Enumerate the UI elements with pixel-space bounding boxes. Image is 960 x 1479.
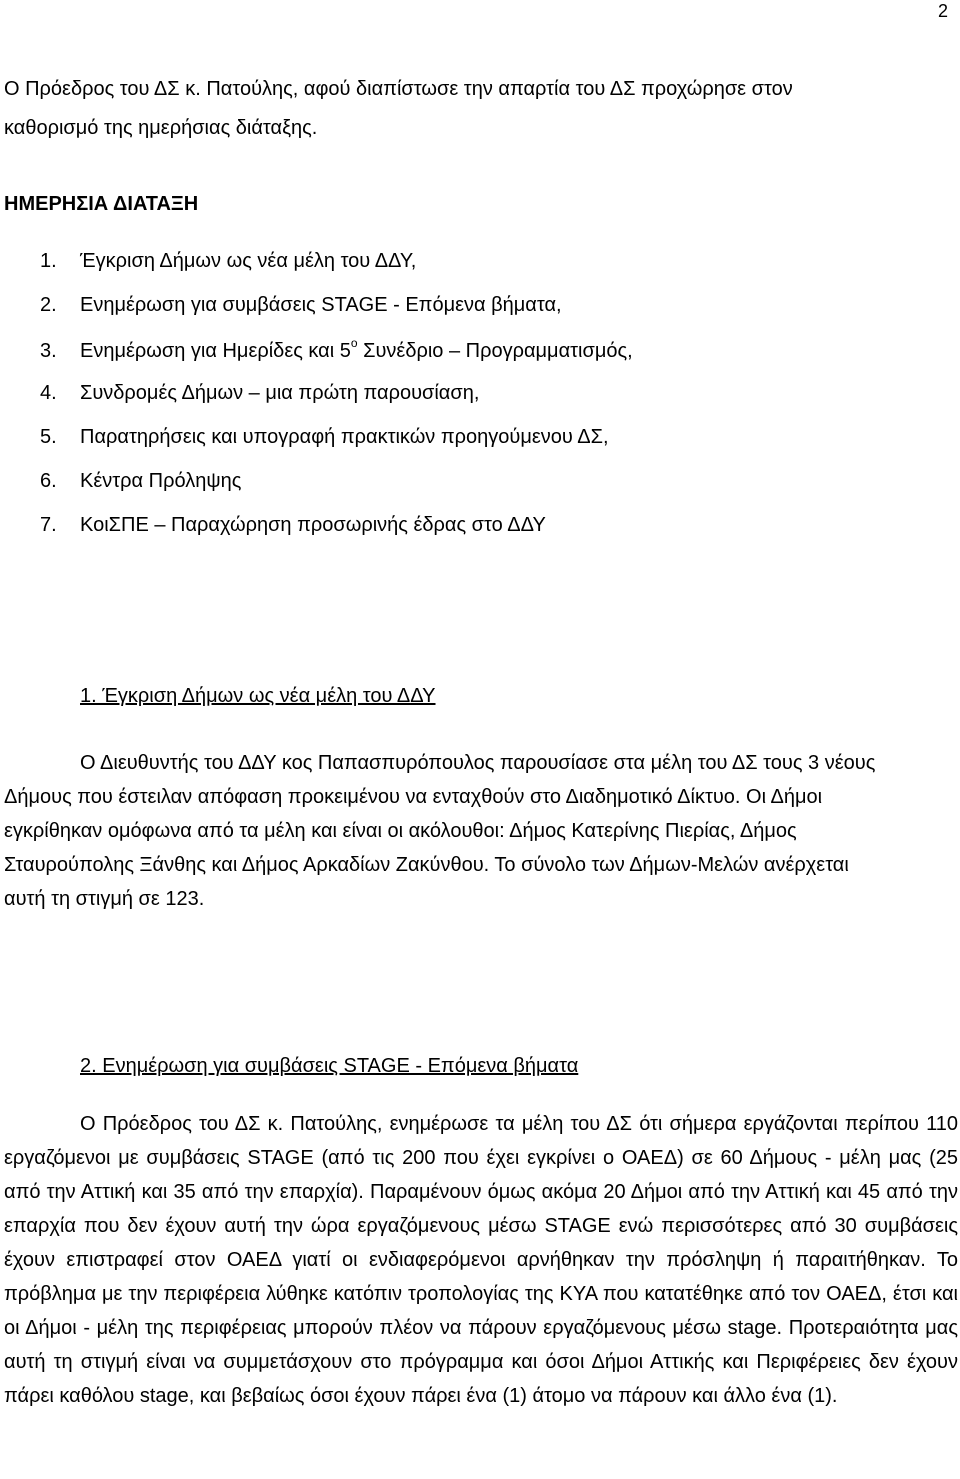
agenda-item-text: Έγκριση Δήμων ως νέα μέλη του ΔΔΥ, [80, 250, 417, 272]
agenda-item-text: Ενημέρωση για συμβάσεις STAGE - Επόμενα βήματα, [80, 294, 562, 316]
section-2-body: Ο Πρόεδρος του ΔΣ κ. Πατούλης, ενημέρωσε τα μέλη του ΔΣ ότι σήμερα εργάζονται περίπου 110 εργαζόμενοι με συμβάσεις STAGE (από τις 200 που έχει εγκρίνει ο ΟΑΕΔ) σε 60 Δήμους - μέλη μας (25 από την Αττική και 35 από την επαρχία). Παραμένουν όμως ακόμα 20 Δήμοι από την Αττική και 45 από την επαρχία που δεν έχουν αυτή την ώρα εργαζόμενους μέσω STAGE ενώ περισσότερες από 30 συμβάσεις έχουν επιστραφεί στον ΟΑΕΔ γιατί οι ενδιαφερόμενοι αρνήθηκαν την πρόσληψη ή παραιτήθηκαν. Το πρόβλημα με την περιφέρεια λύθηκε κατόπιν τροπολογίας της ΚΥΑ που κατατέθηκε από τον ΟΑΕΔ, έτσι και οι Δήμοι - μέλη της περιφέρειας μπορούν πλέον να πάρουν εργαζόμενους μέσω stage. Προτεραιότητα μας αυτή τη στιγμή είναι να συμμετάσχουν στο πρόγραμμα και όσοι Δήμοι Αττικής και Περιφέρειες δεν έχουν πάρει καθόλου stage, και βεβαίως όσοι έχουν πάρει ένα (1) άτομο να πάρουν και άλλο ένα (1). [4, 1113, 958, 1407]
section-2-title: 2. Ενημέρωση για συμβάσεις STAGE - Επόμενα βήματα [80, 1055, 579, 1077]
agenda-item-number: 7. [40, 514, 57, 536]
ordinal-superscript: ο [350, 336, 358, 350]
agenda-item [40, 380, 479, 406]
agenda-item [40, 292, 562, 318]
agenda-item-text: ΚοιΣΠΕ – Παραχώρηση προσωρινής έδρας στο ΔΔΥ [80, 514, 546, 536]
agenda-item-text-tail: Συνέδριο – Προγραμματισμός, [357, 340, 633, 362]
agenda-title: ΗΜΕΡΗΣΙΑ ΔΙΑΤΑΞΗ [4, 193, 199, 215]
agenda-item [40, 512, 546, 538]
agenda-item-number: 1. [40, 250, 57, 272]
agenda-item-text: Ενημέρωση για Ημερίδες και 5 [80, 340, 351, 362]
section-1-body: Ο Διευθυντής του ΔΔΥ κος Παπασπυρόπουλος παρουσίασε στα μέλη του ΔΣ τους 3 νέους Δήμους που έστειλαν απόφαση προκειμένου να ενταχθούν στο Διαδημοτικό Δίκτυο. Οι Δήμοι εγκρίθηκαν ομόφωνα από τα μέλη και είναι οι ακόλουθοι: Δήμος Κατερίνης Πιερίας, Δήμος Σταυρούπολης Ξάνθης και Δήμος Αρκαδίων Ζακύνθου. Το σύνολο των Δήμων-Μελών ανέρχεται αυτή τη στιγμή σε 123. [4, 752, 876, 910]
section-1-title: 1. Έγκριση Δήμων ως νέα μέλη του ΔΔΥ [80, 685, 436, 707]
agenda-item-text: Κέντρα Πρόληψης [80, 470, 242, 492]
agenda-item-text: Παρατηρήσεις και υπογραφή πρακτικών προηγούμενου ΔΣ, [80, 426, 609, 448]
agenda-item-number: 6. [40, 470, 57, 492]
agenda-item-number: 5. [40, 426, 57, 448]
agenda-item-number: 3. [40, 340, 57, 362]
page-number: 2 [937, 1, 948, 21]
agenda-item-number: 2. [40, 294, 57, 316]
agenda-item [40, 424, 609, 450]
intro-line-1: Ο Πρόεδρος του ΔΣ κ. Πατούλης, αφού διαπίστωσε την απαρτία του ΔΣ προχώρησε στον [4, 78, 793, 100]
intro-line-2: καθορισμό της ημερήσιας διάταξης. [4, 117, 318, 139]
agenda-item [40, 248, 416, 274]
agenda-item [40, 468, 241, 494]
agenda-item-text: Συνδρομές Δήμων – μια πρώτη παρουσίαση, [80, 382, 480, 404]
agenda-item [40, 336, 633, 364]
agenda-item-number: 4. [40, 382, 57, 404]
